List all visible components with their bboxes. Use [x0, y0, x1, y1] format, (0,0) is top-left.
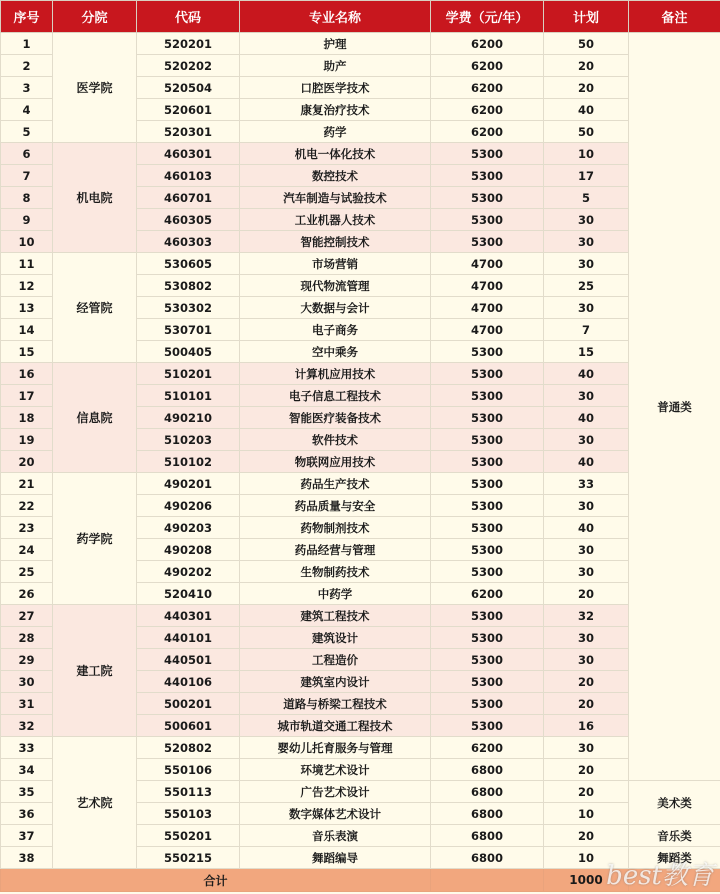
row-code: 490208: [137, 539, 240, 561]
row-code: 530802: [137, 275, 240, 297]
row-major: 软件技术: [240, 429, 431, 451]
row-index: 13: [1, 297, 53, 319]
row-tuition: 6800: [431, 847, 544, 869]
row-code: 520202: [137, 55, 240, 77]
row-code: 510101: [137, 385, 240, 407]
row-tuition: 5300: [431, 539, 544, 561]
row-tuition: 6800: [431, 825, 544, 847]
row-index: 8: [1, 187, 53, 209]
row-tuition: 4700: [431, 319, 544, 341]
row-plan: 33: [544, 473, 629, 495]
table-row: [1, 33, 720, 55]
row-index: 21: [1, 473, 53, 495]
row-major: 药品质量与安全: [240, 495, 431, 517]
row-tuition: 6200: [431, 77, 544, 99]
row-tuition: 6800: [431, 781, 544, 803]
row-index: 4: [1, 99, 53, 121]
row-index: 11: [1, 253, 53, 275]
row-major: 药品生产技术: [240, 473, 431, 495]
row-tuition: 5300: [431, 715, 544, 737]
row-index: 31: [1, 693, 53, 715]
row-code: 490210: [137, 407, 240, 429]
row-tuition: 5300: [431, 385, 544, 407]
row-code: 520410: [137, 583, 240, 605]
row-plan: 20: [544, 693, 629, 715]
row-tuition: 6200: [431, 55, 544, 77]
row-code: 490201: [137, 473, 240, 495]
table-body: [1, 33, 720, 892]
row-major: 建筑设计: [240, 627, 431, 649]
row-plan: 30: [544, 209, 629, 231]
row-major: 汽车制造与试验技术: [240, 187, 431, 209]
row-code: 510102: [137, 451, 240, 473]
watermark-logo: best教育: [606, 861, 714, 891]
row-tuition: 5300: [431, 605, 544, 627]
row-tuition: 5300: [431, 429, 544, 451]
row-plan: 30: [544, 297, 629, 319]
row-code: 550103: [137, 803, 240, 825]
row-code: 500601: [137, 715, 240, 737]
row-plan: 20: [544, 759, 629, 781]
table-row: [1, 253, 720, 275]
row-plan: 15: [544, 341, 629, 363]
remark-cell: 音乐类: [629, 825, 720, 847]
row-tuition: 5300: [431, 671, 544, 693]
row-plan: 20: [544, 671, 629, 693]
row-code: 500405: [137, 341, 240, 363]
row-plan: 20: [544, 55, 629, 77]
row-index: 34: [1, 759, 53, 781]
row-code: 500201: [137, 693, 240, 715]
row-tuition: 5300: [431, 165, 544, 187]
total-row: [1, 869, 720, 892]
row-tuition: 6800: [431, 759, 544, 781]
row-index: 38: [1, 847, 53, 869]
row-plan: 20: [544, 583, 629, 605]
row-major: 口腔医学技术: [240, 77, 431, 99]
row-code: 530701: [137, 319, 240, 341]
row-plan: 10: [544, 143, 629, 165]
row-tuition: 5300: [431, 187, 544, 209]
college-name: 机电院: [53, 143, 137, 253]
row-tuition: 5300: [431, 517, 544, 539]
row-plan: 20: [544, 77, 629, 99]
row-major: 环境艺术设计: [240, 759, 431, 781]
row-plan: 10: [544, 803, 629, 825]
header-code: 代码: [137, 1, 240, 33]
row-plan: 10: [544, 847, 629, 869]
row-index: 20: [1, 451, 53, 473]
row-code: 490206: [137, 495, 240, 517]
remark-cell: 普通类: [629, 33, 720, 781]
row-plan: 40: [544, 451, 629, 473]
row-major: 物联网应用技术: [240, 451, 431, 473]
row-major: 智能医疗装备技术: [240, 407, 431, 429]
row-major: 电子信息工程技术: [240, 385, 431, 407]
row-index: 2: [1, 55, 53, 77]
row-plan: 30: [544, 495, 629, 517]
row-code: 510203: [137, 429, 240, 451]
row-major: 计算机应用技术: [240, 363, 431, 385]
row-index: 9: [1, 209, 53, 231]
remark-cell: 美术类: [629, 781, 720, 825]
row-plan: 20: [544, 825, 629, 847]
row-major: 药品经营与管理: [240, 539, 431, 561]
row-index: 26: [1, 583, 53, 605]
row-code: 440106: [137, 671, 240, 693]
row-tuition: 6200: [431, 99, 544, 121]
row-code: 460305: [137, 209, 240, 231]
remark-cell: 舞蹈类: [629, 847, 720, 869]
row-code: 460303: [137, 231, 240, 253]
college-name: 信息院: [53, 363, 137, 473]
row-index: 25: [1, 561, 53, 583]
row-index: 17: [1, 385, 53, 407]
table-row: [1, 605, 720, 627]
row-major: 现代物流管理: [240, 275, 431, 297]
row-plan: 17: [544, 165, 629, 187]
row-index: 35: [1, 781, 53, 803]
row-index: 27: [1, 605, 53, 627]
row-plan: 30: [544, 253, 629, 275]
row-tuition: 5300: [431, 209, 544, 231]
row-code: 510201: [137, 363, 240, 385]
row-plan: 50: [544, 121, 629, 143]
row-index: 1: [1, 33, 53, 55]
row-major: 广告艺术设计: [240, 781, 431, 803]
college-name: 艺术院: [53, 737, 137, 869]
college-name: 药学院: [53, 473, 137, 605]
row-tuition: 4700: [431, 297, 544, 319]
row-major: 工业机器人技术: [240, 209, 431, 231]
row-major: 市场营销: [240, 253, 431, 275]
row-plan: 32: [544, 605, 629, 627]
row-major: 助产: [240, 55, 431, 77]
row-major: 音乐表演: [240, 825, 431, 847]
row-index: 10: [1, 231, 53, 253]
row-index: 12: [1, 275, 53, 297]
row-plan: 40: [544, 407, 629, 429]
row-tuition: 5300: [431, 495, 544, 517]
row-plan: 30: [544, 649, 629, 671]
header-index: 序号: [1, 1, 53, 33]
row-major: 婴幼儿托育服务与管理: [240, 737, 431, 759]
row-code: 550113: [137, 781, 240, 803]
row-plan: 50: [544, 33, 629, 55]
row-code: 520301: [137, 121, 240, 143]
row-tuition: 5300: [431, 473, 544, 495]
row-tuition: 4700: [431, 275, 544, 297]
row-code: 460301: [137, 143, 240, 165]
row-plan: 7: [544, 319, 629, 341]
college-name: 经管院: [53, 253, 137, 363]
row-major: 数字媒体艺术设计: [240, 803, 431, 825]
row-major: 电子商务: [240, 319, 431, 341]
total-blank: [431, 869, 544, 892]
row-index: 37: [1, 825, 53, 847]
row-major: 药学: [240, 121, 431, 143]
college-name: 建工院: [53, 605, 137, 737]
header-plan: 计划: [544, 1, 629, 33]
table-row: [1, 363, 720, 385]
row-plan: 30: [544, 561, 629, 583]
row-index: 33: [1, 737, 53, 759]
row-tuition: 6200: [431, 737, 544, 759]
row-plan: 5: [544, 187, 629, 209]
header-major: 专业名称: [240, 1, 431, 33]
row-code: 440501: [137, 649, 240, 671]
row-major: 城市轨道交通工程技术: [240, 715, 431, 737]
row-code: 490203: [137, 517, 240, 539]
row-code: 520601: [137, 99, 240, 121]
row-index: 3: [1, 77, 53, 99]
row-major: 大数据与会计: [240, 297, 431, 319]
row-tuition: 5300: [431, 561, 544, 583]
row-code: 550201: [137, 825, 240, 847]
row-tuition: 5300: [431, 627, 544, 649]
row-plan: 30: [544, 539, 629, 561]
row-plan: 30: [544, 737, 629, 759]
row-plan: 40: [544, 363, 629, 385]
row-major: 工程造价: [240, 649, 431, 671]
row-code: 520802: [137, 737, 240, 759]
row-plan: 30: [544, 231, 629, 253]
row-major: 智能控制技术: [240, 231, 431, 253]
row-tuition: 6200: [431, 121, 544, 143]
row-tuition: 5300: [431, 341, 544, 363]
row-tuition: 5300: [431, 363, 544, 385]
row-major: 空中乘务: [240, 341, 431, 363]
header-tuition: 学费（元/年）: [431, 1, 544, 33]
table-row: [1, 737, 720, 759]
row-index: 16: [1, 363, 53, 385]
row-code: 460701: [137, 187, 240, 209]
row-code: 520504: [137, 77, 240, 99]
row-index: 28: [1, 627, 53, 649]
row-code: 550215: [137, 847, 240, 869]
row-major: 数控技术: [240, 165, 431, 187]
row-major: 药物制剂技术: [240, 517, 431, 539]
row-index: 36: [1, 803, 53, 825]
row-code: 530302: [137, 297, 240, 319]
row-plan: 25: [544, 275, 629, 297]
table-row: [1, 473, 720, 495]
row-index: 15: [1, 341, 53, 363]
row-plan: 30: [544, 627, 629, 649]
row-code: 490202: [137, 561, 240, 583]
row-major: 建筑工程技术: [240, 605, 431, 627]
row-index: 23: [1, 517, 53, 539]
row-tuition: 4700: [431, 253, 544, 275]
row-code: 440301: [137, 605, 240, 627]
college-name: 医学院: [53, 33, 137, 143]
row-plan: 30: [544, 385, 629, 407]
table-row: [1, 143, 720, 165]
row-index: 29: [1, 649, 53, 671]
row-index: 18: [1, 407, 53, 429]
row-tuition: 6200: [431, 583, 544, 605]
header-college: 分院: [53, 1, 137, 33]
header-row: [1, 1, 720, 33]
row-tuition: 5300: [431, 407, 544, 429]
row-tuition: 5300: [431, 649, 544, 671]
row-tuition: 5300: [431, 231, 544, 253]
row-index: 7: [1, 165, 53, 187]
row-plan: 16: [544, 715, 629, 737]
row-index: 22: [1, 495, 53, 517]
row-code: 520201: [137, 33, 240, 55]
row-plan: 40: [544, 517, 629, 539]
row-major: 舞蹈编导: [240, 847, 431, 869]
row-index: 14: [1, 319, 53, 341]
row-tuition: 6200: [431, 33, 544, 55]
row-plan: 20: [544, 781, 629, 803]
row-tuition: 5300: [431, 143, 544, 165]
row-index: 30: [1, 671, 53, 693]
total-remark: [629, 869, 720, 892]
row-major: 护理: [240, 33, 431, 55]
row-code: 550106: [137, 759, 240, 781]
row-major: 中药学: [240, 583, 431, 605]
row-major: 生物制药技术: [240, 561, 431, 583]
total-value: 1000: [544, 869, 629, 892]
row-code: 460103: [137, 165, 240, 187]
row-tuition: 5300: [431, 693, 544, 715]
row-plan: 40: [544, 99, 629, 121]
row-tuition: 6800: [431, 803, 544, 825]
row-index: 6: [1, 143, 53, 165]
row-index: 24: [1, 539, 53, 561]
row-index: 19: [1, 429, 53, 451]
row-index: 5: [1, 121, 53, 143]
row-major: 康复治疗技术: [240, 99, 431, 121]
total-label: 合计: [1, 869, 431, 892]
row-index: 32: [1, 715, 53, 737]
row-code: 530605: [137, 253, 240, 275]
row-plan: 30: [544, 429, 629, 451]
header-remark: 备注: [629, 1, 720, 33]
row-code: 440101: [137, 627, 240, 649]
row-tuition: 5300: [431, 451, 544, 473]
row-major: 道路与桥梁工程技术: [240, 693, 431, 715]
row-major: 机电一体化技术: [240, 143, 431, 165]
row-major: 建筑室内设计: [240, 671, 431, 693]
